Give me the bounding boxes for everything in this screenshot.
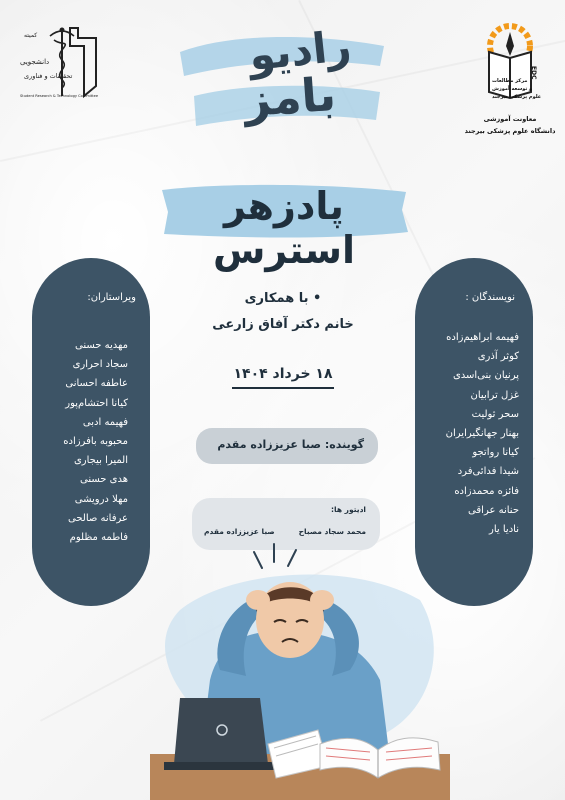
collaboration-block <box>188 286 378 338</box>
list-item: المیرا بیجاری <box>73 455 128 467</box>
editors-heading: ویراستاران: <box>87 292 136 303</box>
list-item: بهنار جهانگیرایران <box>445 428 519 440</box>
collab-name: خانم دکتر آفاق زارعی <box>212 317 354 332</box>
radio-title: رادیو <box>246 20 354 81</box>
list-item: کیانا احتشام‌پور <box>65 397 128 409</box>
list-item: مهدیه حسنی <box>75 340 128 351</box>
list-item: غزل ترابیان <box>470 389 519 401</box>
logo-text-2: کمیته <box>24 32 38 39</box>
writers-heading: نویسندگان : <box>465 292 515 303</box>
banner-title: پادزهر استرس <box>213 184 355 272</box>
list-item: سحر ثولیت <box>471 408 519 420</box>
editors-list <box>63 336 128 547</box>
left-hand <box>246 590 270 610</box>
edc-caption-1: مرکز مطالعات <box>492 78 528 84</box>
list-item: هدی حسنی <box>80 474 128 486</box>
list-item: سجاد احراری <box>72 359 128 371</box>
edc-dept-2: دانشگاه علوم پزشکی بیرجند <box>464 127 556 135</box>
list-item: فاطمه مظلوم <box>69 532 128 544</box>
list-item: نادیا یار <box>489 524 519 536</box>
bamz-title: بامز <box>242 66 338 128</box>
audio-editors-label: ادیتور ها: <box>331 505 366 514</box>
list-item: عاطفه احسانی <box>65 378 128 390</box>
speaker-badge <box>196 428 378 464</box>
edc-caption-2: و توسعه آموزش <box>492 86 533 92</box>
edc-logo <box>462 22 558 142</box>
date-underline <box>232 387 334 389</box>
list-item: فهیمه ادبی <box>82 416 128 428</box>
right-hand <box>310 590 334 610</box>
list-item: فهیمه ابراهیم‌زاده <box>446 332 519 343</box>
stressed-student-laptop-illustration <box>150 530 450 800</box>
audio-editor-2: صبا عزیززاده مقدم <box>204 527 275 536</box>
logo-text-4: Student Research & Technology Committee <box>20 94 99 98</box>
list-item: محبوبه بافرزاده <box>63 436 128 448</box>
logo-text-1: دانشجویی <box>20 58 50 66</box>
event-date: ۱۸ خرداد ۱۴۰۴ <box>233 366 333 382</box>
writers-list <box>446 328 519 539</box>
stress-lines-icon <box>254 544 296 568</box>
list-item: فائزه محمدزاده <box>454 485 519 497</box>
audio-editor-1: محمد سجاد مصباح <box>298 527 366 536</box>
list-item: پرنیان بنی‌اسدی <box>452 370 519 382</box>
list-item: مهلا درویشی <box>74 493 128 505</box>
edc-caption-3: علوم پزشکی بیرجند <box>492 94 542 100</box>
list-item: عرفانه صالحی <box>67 512 128 524</box>
collab-label: • با همکاری <box>244 291 322 306</box>
list-item: حنانه عراقی <box>468 504 519 516</box>
list-item: شیدا فدائی‌فرد <box>457 466 519 478</box>
logo-text-3: تحقیقات و فناوری <box>24 72 73 80</box>
list-item: کیانا رواتجو <box>472 447 519 459</box>
list-item: کوثر آذری <box>477 351 519 363</box>
edc-label: EDC <box>530 66 537 80</box>
editors-panel <box>32 258 150 606</box>
student-research-committee-logo <box>18 22 110 104</box>
laptop <box>174 698 268 764</box>
edc-dept-1: معاونت آموزشی <box>483 115 537 123</box>
speaker-text: گوینده: صبا عزیززاده مقدم <box>217 438 364 451</box>
